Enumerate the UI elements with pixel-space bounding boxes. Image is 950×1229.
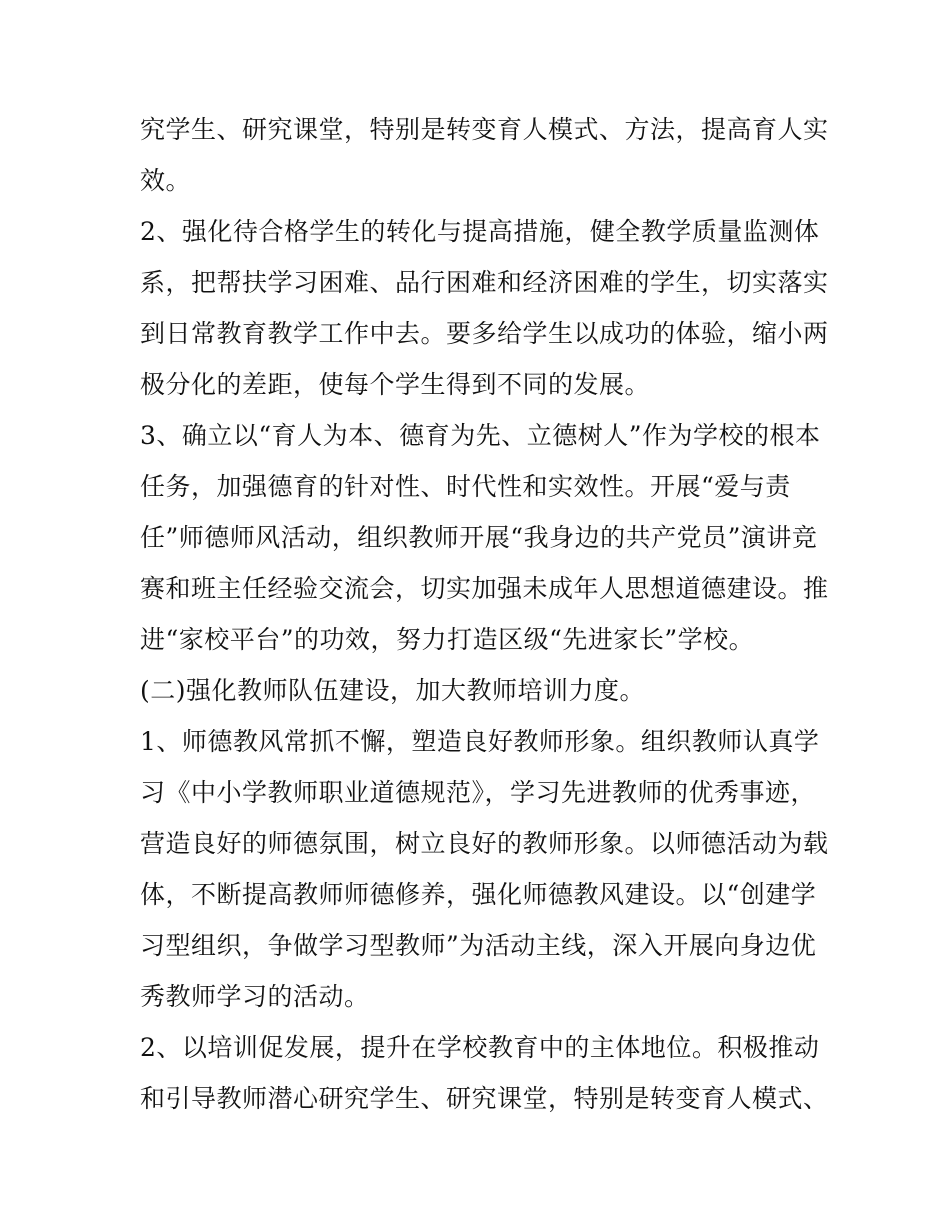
text-line: 赛和班主任经验交流会，切实加强未成年人思想道德建设。推 xyxy=(140,574,829,603)
text-line: 到日常教育教学工作中去。要多给学生以成功的体验，缩小两 xyxy=(140,319,829,348)
text-line: 任务，加强德育的针对性、时代性和实效性。开展“爱与责 xyxy=(140,472,791,501)
text-line: 2、以培训促发展，提升在学校教育中的主体地位。积极推动 xyxy=(140,1033,820,1062)
text-line: 营造良好的师德氛围，树立良好的教师形象。以师德活动为载 xyxy=(140,829,829,858)
text-line: 进“家校平台”的功效，努力打造区级“先进家长”学校。 xyxy=(140,625,755,654)
text-line: 极分化的差距，使每个学生得到不同的发展。 xyxy=(140,370,651,399)
text-line: 习型组织，争做学习型教师”为活动主线，深入开展向身边优 xyxy=(140,931,817,960)
text-line: 系，把帮扶学习困难、品行困难和经济困难的学生，切实落实 xyxy=(140,268,829,297)
section-heading: (二)强化教师队伍建设，加大教师培训力度。 xyxy=(140,676,646,705)
document-body xyxy=(140,104,829,1124)
text-line: 2、强化待合格学生的转化与提高措施，健全教学质量监测体 xyxy=(140,217,820,246)
text-line: 秀教师学习的活动。 xyxy=(140,982,370,1011)
text-line: 和引导教师潜心研究学生、研究课堂，特别是转变育人模式、 xyxy=(140,1084,829,1113)
text-line: 3、确立以“育人为本、德育为先、立德树人”作为学校的根本 xyxy=(140,421,821,450)
text-line: 任”师德师风活动，组织教师开展“我身边的共产党员”演讲竞 xyxy=(140,523,818,552)
text-line: 习《中小学教师职业道德规范》，学习先进教师的优秀事迹， xyxy=(140,778,817,807)
text-line: 究学生、研究课堂，特别是转变育人模式、方法，提高育人实 xyxy=(140,115,829,144)
text-line: 体，不断提高教师师德修养，强化师德教风建设。以“创建学 xyxy=(140,880,817,909)
text-line: 1、师德教风常抓不懈，塑造良好教师形象。组织教师认真学 xyxy=(140,727,820,756)
text-line: 效。 xyxy=(140,166,192,195)
